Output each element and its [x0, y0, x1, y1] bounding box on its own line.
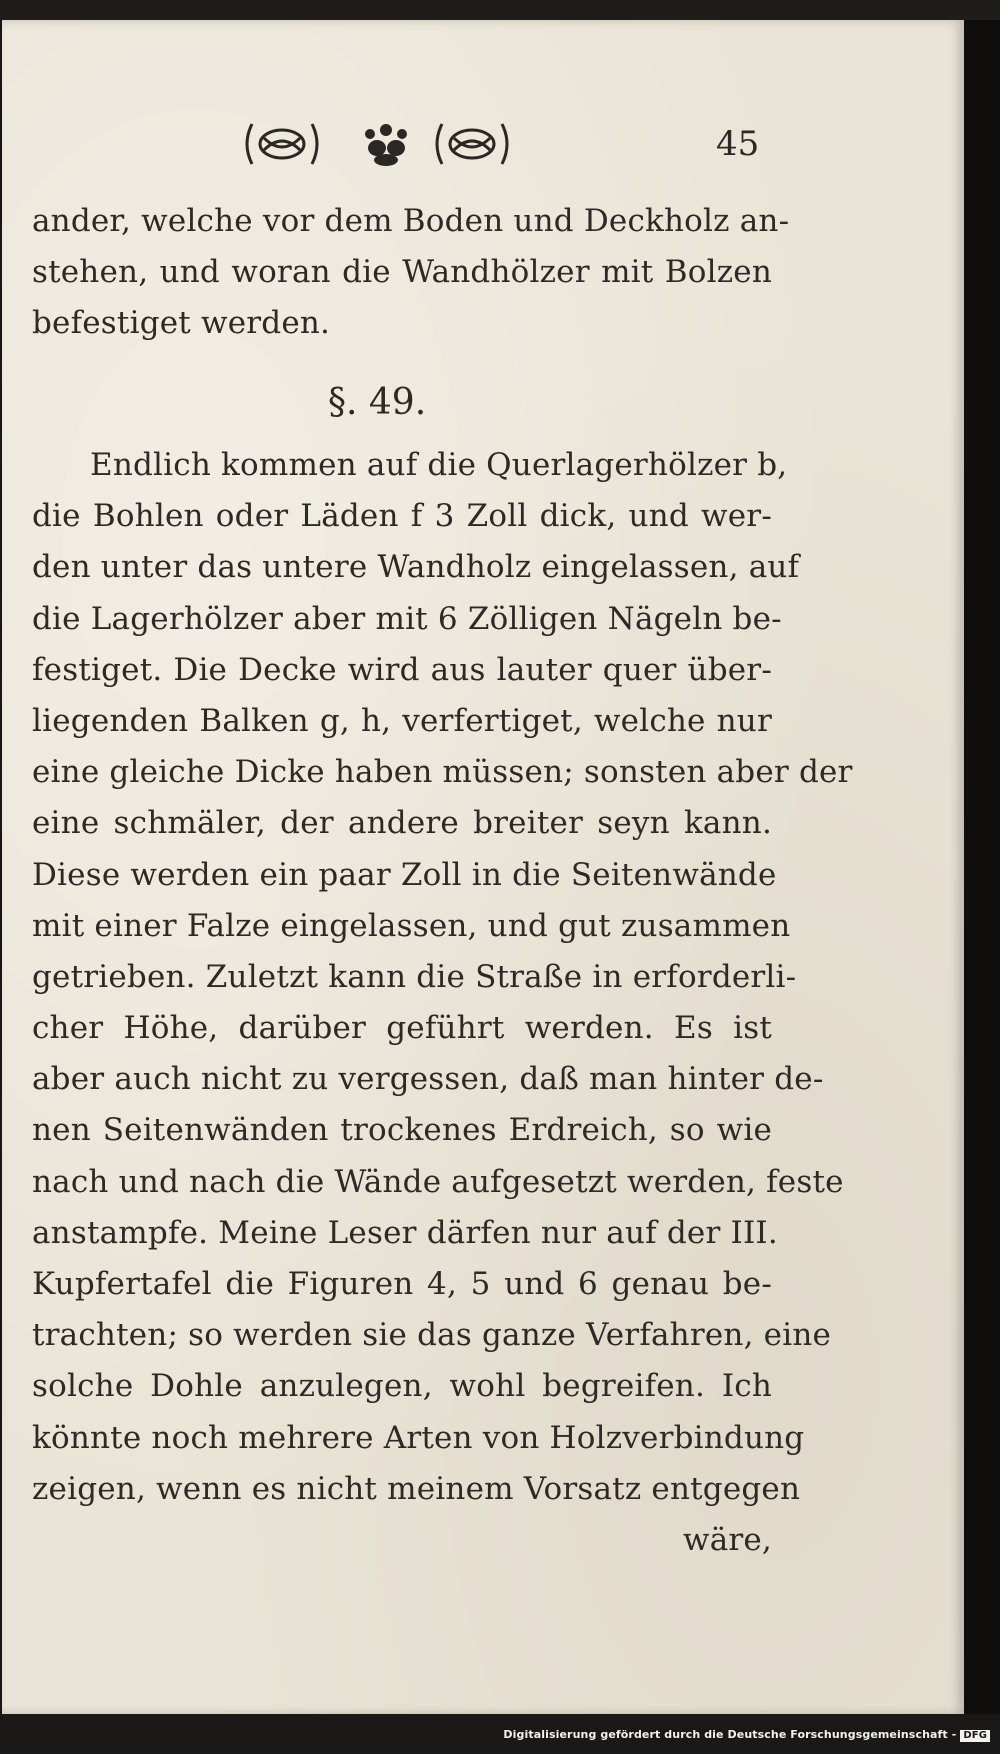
- digitization-credit: [503, 1728, 990, 1742]
- scan-top-border: [0, 0, 1000, 20]
- text-line: nach und nach die Wände aufgesetzt werden, feste: [32, 1163, 844, 1200]
- text-line: Kupfertafel die Figuren 4, 5 und 6 genau be-: [32, 1266, 772, 1302]
- text-line: die Lagerhölzer aber mit 6 Zölligen Nägeln be-: [32, 600, 782, 637]
- text-line: eine schmäler, der andere breiter seyn kann.: [32, 805, 772, 842]
- text-line: die Bohlen oder Läden f 3 Zoll dick, und wer-: [32, 498, 772, 535]
- text-line: festiget. Die Decke wird aus lauter quer über-: [32, 651, 772, 688]
- text-line: Endlich kommen auf die Querlagerhölzer b,: [90, 447, 788, 483]
- dfg-logo-badge: DFG: [960, 1730, 990, 1742]
- book-edge-shadow: [964, 20, 1000, 1720]
- text-line: eine gleiche Dicke haben müssen; sonsten aber der: [32, 754, 853, 791]
- text-line: Diese werden ein paar Zoll in die Seitenwände: [32, 856, 777, 893]
- text-line: ander, welche vor dem Boden und Deckholz an-: [32, 203, 790, 239]
- text-line: zeigen, wenn es nicht meinem Vorsatz entgegen: [32, 1470, 801, 1507]
- scan-bottom-border: [0, 1714, 1000, 1754]
- text-line: anstampfe. Meine Leser därfen nur auf der III.: [32, 1214, 778, 1251]
- text-line: befestiget werden.: [32, 305, 331, 341]
- body-paragraph: [32, 440, 853, 1566]
- section-heading: §. 49.: [328, 382, 427, 423]
- text-line: getrieben. Zuletzt kann die Straße in erforderli-: [32, 958, 797, 995]
- page-number: 45: [716, 124, 760, 164]
- text-line: liegenden Balken g, h, verfertiget, welche nur: [32, 702, 772, 739]
- text-line: solche Dohle anzulegen, wohl begreifen. Ich: [32, 1368, 772, 1405]
- decorative-ornament-icon: [242, 116, 542, 172]
- text-line: mit einer Falze eingelassen, und gut zusammen: [32, 907, 791, 944]
- catchword: wäre,: [682, 1521, 772, 1558]
- text-line: trachten; so werden sie das ganze Verfahren, eine: [32, 1317, 832, 1354]
- credit-text: Digitalisierung gefördert durch die Deutsche Forschungsgemeinschaft -: [503, 1728, 957, 1741]
- text-line: nen Seitenwänden trockenes Erdreich, so wie: [32, 1112, 772, 1149]
- text-line: cher Höhe, darüber geführt werden. Es ist: [32, 1010, 772, 1047]
- text-line: aber auch nicht zu vergessen, daß man hinter de-: [32, 1061, 824, 1098]
- text-line: den unter das untere Wandholz eingelassen, auf: [32, 549, 800, 586]
- page-header: [2, 116, 962, 172]
- text-line: stehen, und woran die Wandhölzer mit Bolzen: [32, 254, 772, 290]
- intro-paragraph: [32, 196, 790, 349]
- book-page: [2, 20, 964, 1714]
- text-line: könnte noch mehrere Arten von Holzverbindung: [32, 1419, 805, 1456]
